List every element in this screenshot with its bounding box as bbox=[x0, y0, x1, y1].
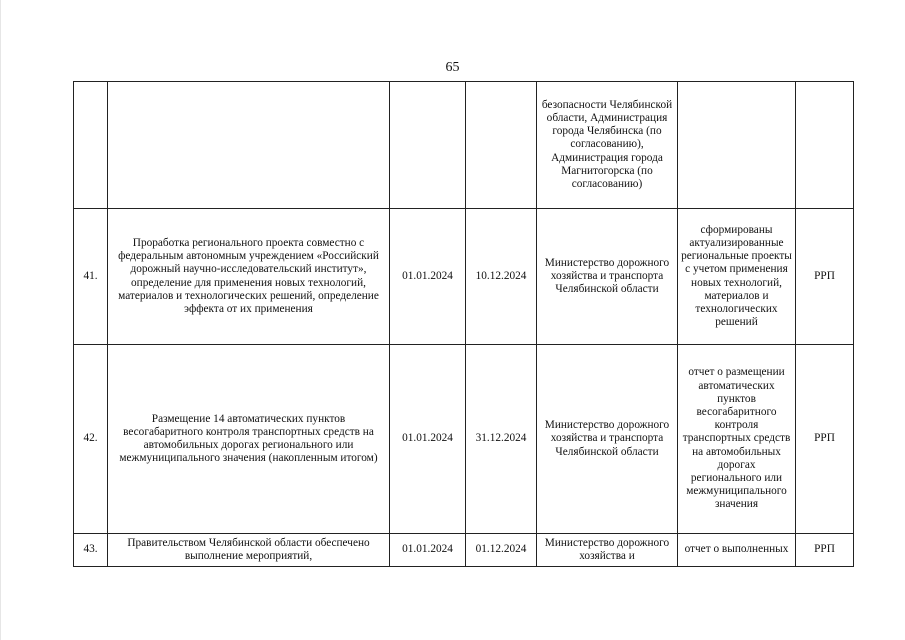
source bbox=[796, 82, 854, 209]
source: РРП bbox=[796, 345, 854, 534]
executor: Министерство дорожного хозяйства и bbox=[537, 534, 678, 567]
result: сформированы актуализированные региональные проекты с учетом применения новых технологий, материалов и технологических решений bbox=[678, 209, 796, 345]
row-number: 42. bbox=[74, 345, 108, 534]
end-date: 31.12.2024 bbox=[466, 345, 537, 534]
result: отчет о размещении автоматических пунктов весогабаритного контроля транспортных средств на автомобильных дорогах регионального или межмуниципального значения bbox=[678, 345, 796, 534]
measure-name: Правительством Челябинской области обеспечено выполнение мероприятий, bbox=[108, 534, 390, 567]
end-date bbox=[466, 82, 537, 209]
measure-name: Проработка регионального проекта совместно с федеральным автономным учреждением «Российский дорожный научно-исследовательский институт», определение для применения новых технологий, материалов и технологических решений, определение эффекта от их применения bbox=[108, 209, 390, 345]
row-number bbox=[74, 82, 108, 209]
result: отчет о выполненных bbox=[678, 534, 796, 567]
source: РРП bbox=[796, 534, 854, 567]
result bbox=[678, 82, 796, 209]
page-number: 65 bbox=[445, 60, 460, 75]
executor: Министерство дорожного хозяйства и транспорта Челябинской области bbox=[537, 345, 678, 534]
executor: Министерство дорожного хозяйства и транспорта Челябинской области bbox=[537, 209, 678, 345]
source: РРП bbox=[796, 209, 854, 345]
start-date bbox=[390, 82, 466, 209]
executor: безопасности Челябинской области, Администрация города Челябинска (по согласованию), Администрация города Магнитогорска (по согласованию) bbox=[537, 82, 678, 209]
table-row bbox=[74, 209, 854, 345]
start-date: 01.01.2024 bbox=[390, 209, 466, 345]
table-row bbox=[74, 345, 854, 534]
measure-name: Размещение 14 автоматических пунктов весогабаритного контроля транспортных средств на автомобильных дорогах регионального или межмуниципального значения (накопленным итогом) bbox=[108, 345, 390, 534]
row-number: 41. bbox=[74, 209, 108, 345]
table-row bbox=[74, 534, 854, 567]
measure-name bbox=[108, 82, 390, 209]
end-date: 10.12.2024 bbox=[466, 209, 537, 345]
end-date: 01.12.2024 bbox=[466, 534, 537, 567]
start-date: 01.01.2024 bbox=[390, 345, 466, 534]
start-date: 01.01.2024 bbox=[390, 534, 466, 567]
measures-table bbox=[73, 81, 854, 567]
table-row bbox=[74, 82, 854, 209]
row-number: 43. bbox=[74, 534, 108, 567]
